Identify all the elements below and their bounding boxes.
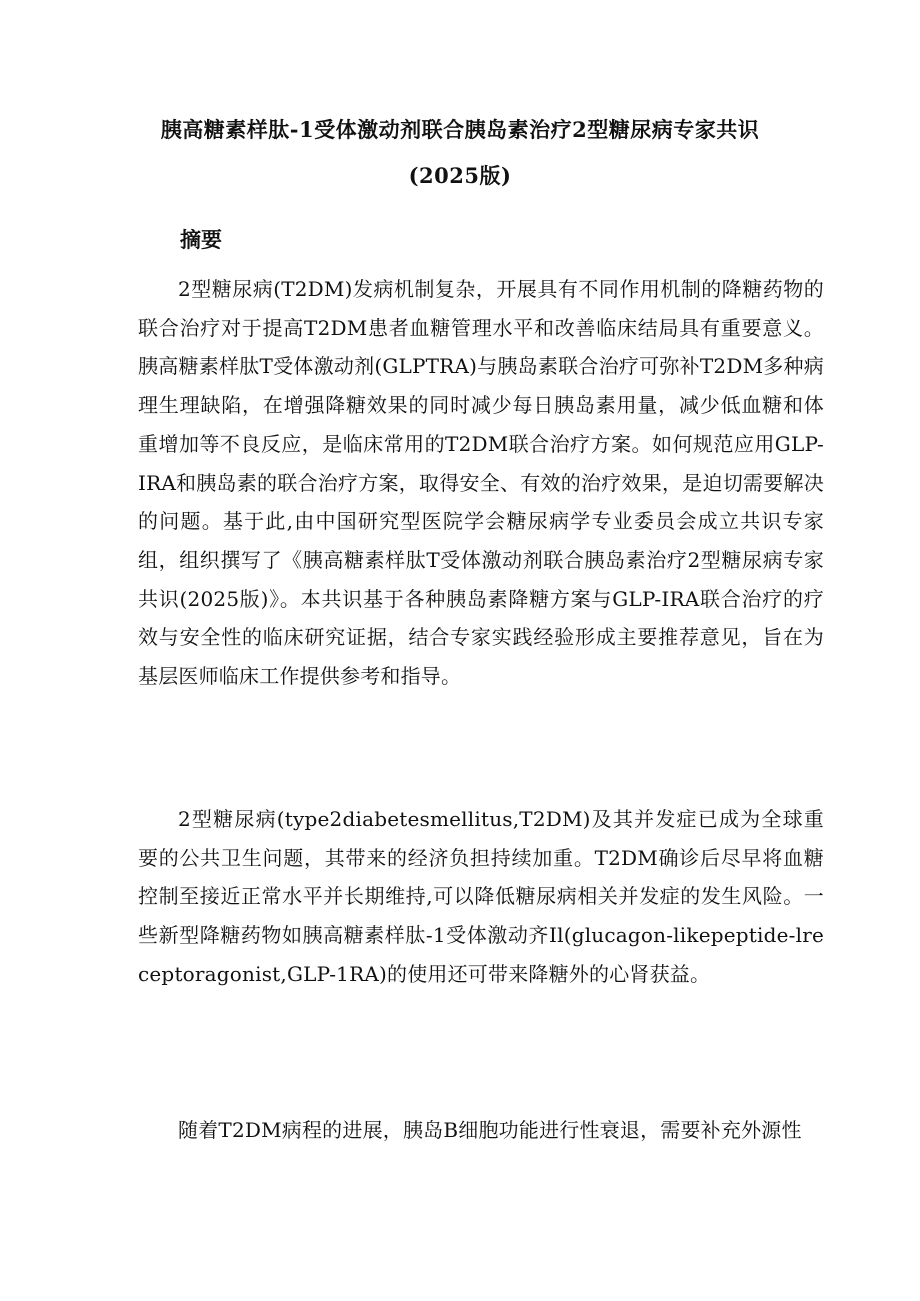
abstract-paragraph: 2型糖尿病(T2DM)发病机制复杂，开展具有不同作用机制的降糖药物的联合治疗对于提高T2DM患者血糖管理水平和改善临床结局具有重要意义。胰高糖素样肽T受体激动剂(GLPTRA)与胰岛素联合治疗可弥补T2DM多种病理生理缺陷，在增强降糖效果的同时减少每日胰岛素用量，减少低血糖和体重增加等不良反应，是临床常用的T2DM联合治疗方案。如何规范应用GLP-IRA和胰岛素的联合治疗方案，取得安全、有效的治疗效果，是迫切需要解决的问题。基于此,由中国研究型医院学会糖尿病学专业委员会成立共识专家组，组织撰写了《胰高糖素样肽T受体激动剂联合胰岛素治疗2型糖尿病专家共识(2025版)》。本共识基于各种胰岛素降糖方案与GLP-IRA联合治疗的疗效与安全性的临床研究证据，结合专家实践经验形成主要推荐意见，旨在为基层医师临床工作提供参考和指导。 <box>138 277 824 689</box>
body-paragraph: 2型糖尿病(type2diabetesmellitus,T2DM)及其并发症已成为全球重要的公共卫生问题，其带来的经济负担持续加重。T2DM确诊后尽早将血糖控制至接近正常水平并长期维持,可以降低糖尿病相关并发症的发生风险。一些新型降糖药物如胰高糖素样肽-1受体激动齐Il(glucagon-likepeptide-lreceptoragonist,GLP-1RA)的使用还可带来降糖外的心肾获益。 <box>138 807 824 986</box>
body-paragraph: 随着T2DM病程的进展，胰岛B细胞功能进行性衰退，需要补充外源性 <box>178 1118 802 1142</box>
document-edition: (2025版) <box>408 163 512 188</box>
abstract-heading: 摘要 <box>180 227 222 252</box>
document-title: 胰高糖素样肽-1受体激动剂联合胰岛素治疗2型糖尿病专家共识 <box>160 117 760 142</box>
